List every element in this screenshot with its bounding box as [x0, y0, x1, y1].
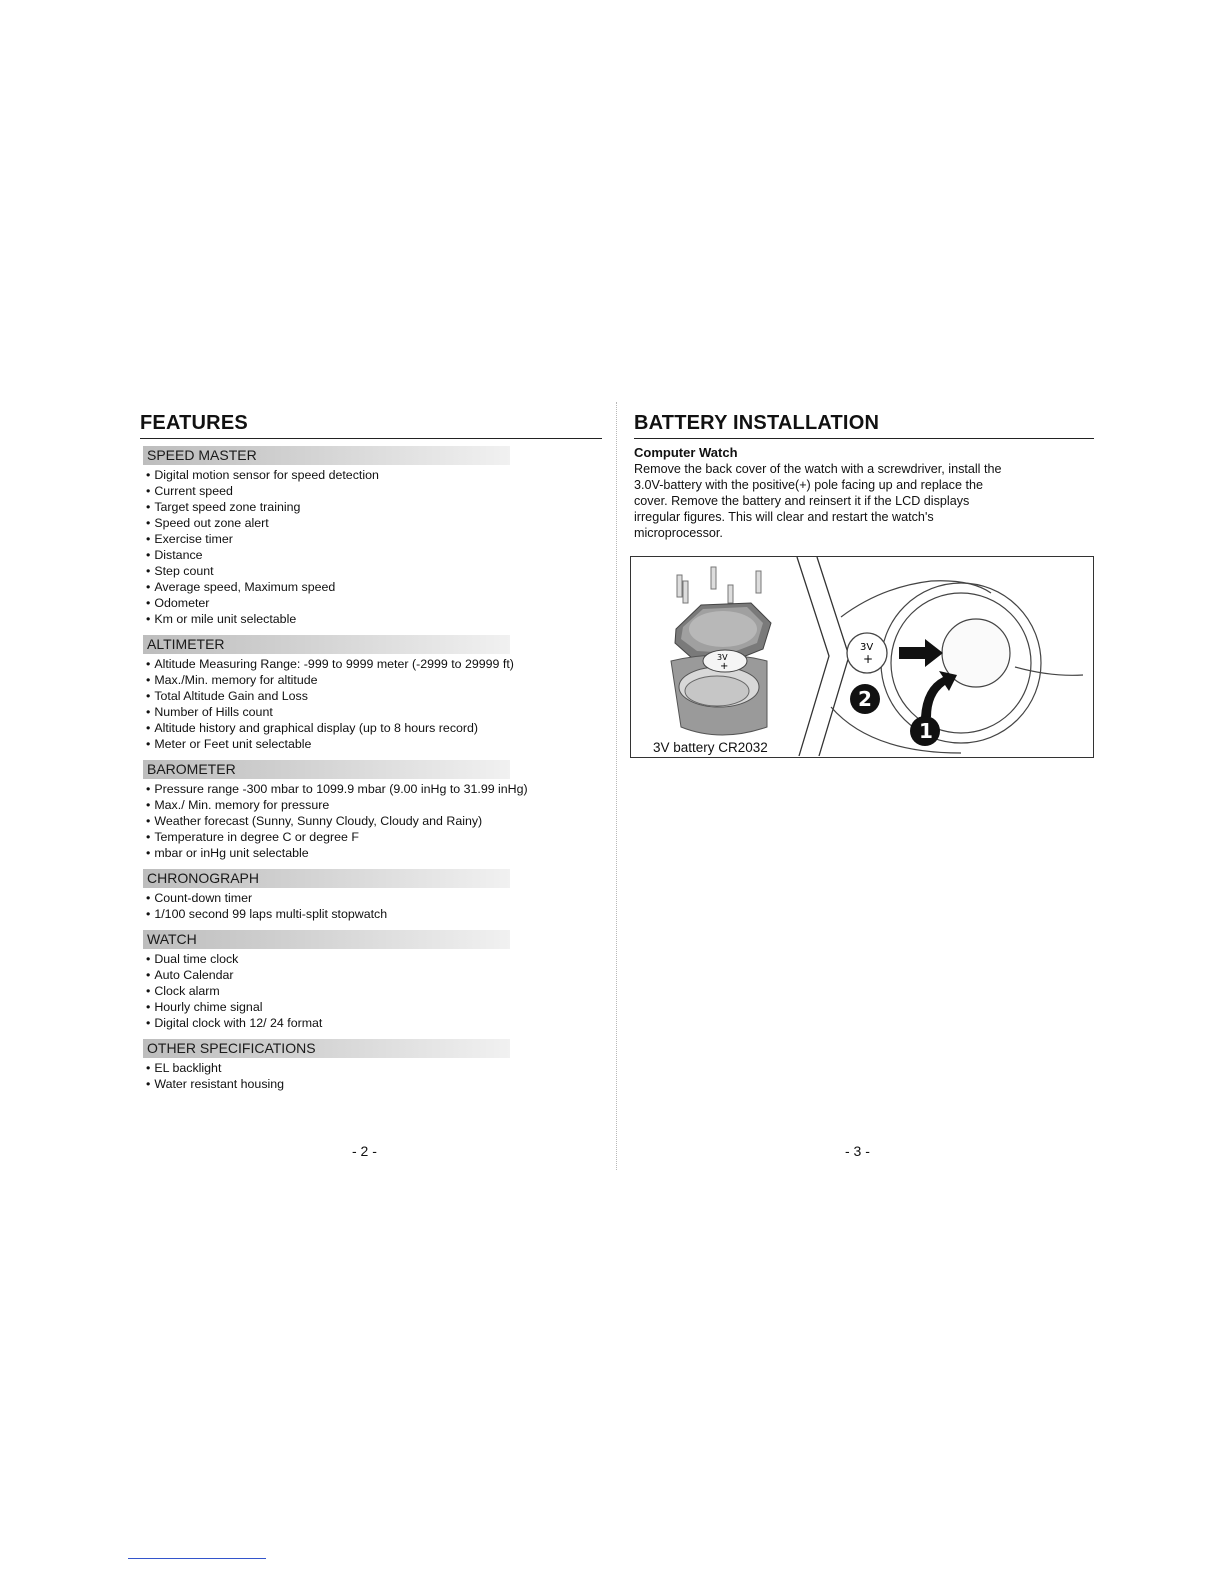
- svg-text:2: 2: [858, 687, 872, 711]
- page-divider: [616, 402, 617, 1170]
- instruction-line: 3.0V-battery with the positive(+) pole facing up and replace the: [634, 478, 983, 492]
- feature-item: • Altitude history and graphical display (up to 8 hours record): [146, 720, 602, 736]
- feature-item: • Total Altitude Gain and Loss: [146, 688, 602, 704]
- feature-item: • Max./ Min. memory for pressure: [146, 797, 602, 813]
- step-1-marker: [910, 716, 940, 746]
- feature-item: • Target speed zone training: [146, 499, 602, 515]
- footer-link-underline: [128, 1558, 266, 1559]
- feature-item: • Altitude Measuring Range: -999 to 9999 meter (-2999 to 29999 ft): [146, 656, 602, 672]
- instruction-line: microprocessor.: [634, 526, 723, 540]
- feature-section: [140, 760, 602, 861]
- features-page: [140, 412, 602, 1092]
- svg-text:1: 1: [919, 719, 933, 743]
- feature-item: • Step count: [146, 563, 602, 579]
- large-battery-sign: +: [863, 652, 874, 666]
- feature-section: [140, 446, 602, 627]
- feature-item: • Exercise timer: [146, 531, 602, 547]
- feature-item: • Km or mile unit selectable: [146, 611, 602, 627]
- computer-watch-subheading: Computer Watch: [634, 445, 738, 460]
- large-battery-icon: [847, 633, 887, 673]
- feature-list: [146, 890, 602, 922]
- section-header: WATCH: [143, 930, 510, 949]
- feature-item: • Auto Calendar: [146, 967, 602, 983]
- section-header: OTHER SPECIFICATIONS: [143, 1039, 510, 1058]
- page-number-left: - 2 -: [352, 1143, 377, 1159]
- figure-caption: 3V battery CR2032: [653, 740, 768, 755]
- feature-list: [146, 656, 602, 752]
- section-header: CHRONOGRAPH: [143, 869, 510, 888]
- feature-item: • Weather forecast (Sunny, Sunny Cloudy, Cloudy and Rainy): [146, 813, 602, 829]
- battery-instructions: [634, 461, 1094, 541]
- feature-item: • Digital motion sensor for speed detection: [146, 467, 602, 483]
- feature-list: [146, 467, 602, 627]
- feature-item: • 1/100 second 99 laps multi-split stopwatch: [146, 906, 602, 922]
- features-sections: [140, 446, 602, 1092]
- feature-item: • Meter or Feet unit selectable: [146, 736, 602, 752]
- feature-section: [140, 869, 602, 922]
- page-number-right: - 3 -: [845, 1143, 870, 1159]
- feature-item: • Digital clock with 12/ 24 format: [146, 1015, 602, 1031]
- instruction-line: Remove the back cover of the watch with a screwdriver, install the: [634, 462, 1002, 476]
- feature-item: • Temperature in degree C or degree F: [146, 829, 602, 845]
- small-battery-icon: [703, 650, 747, 672]
- feature-item: • Current speed: [146, 483, 602, 499]
- section-header: SPEED MASTER: [143, 446, 510, 465]
- step-2-marker: [850, 684, 880, 714]
- battery-illustration: [631, 557, 1092, 756]
- feature-section: [140, 1039, 602, 1092]
- battery-installation-figure: [630, 556, 1094, 758]
- instruction-line: cover. Remove the battery and reinsert it if the LCD displays: [634, 494, 970, 508]
- feature-item: • Clock alarm: [146, 983, 602, 999]
- feature-item: • Speed out zone alert: [146, 515, 602, 531]
- section-header: BAROMETER: [143, 760, 510, 779]
- battery-title: BATTERY INSTALLATION: [634, 412, 1094, 439]
- battery-page: [634, 412, 1094, 755]
- instruction-line: irregular figures. This will clear and restart the watch's: [634, 510, 934, 524]
- small-battery-label: 3V: [717, 653, 728, 662]
- feature-item: • Count-down timer: [146, 890, 602, 906]
- feature-item: • Hourly chime signal: [146, 999, 602, 1015]
- feature-item: • Distance: [146, 547, 602, 563]
- feature-list: [146, 781, 602, 861]
- feature-item: • Dual time clock: [146, 951, 602, 967]
- feature-item: • Average speed, Maximum speed: [146, 579, 602, 595]
- divider-chevron: [797, 557, 829, 756]
- feature-item: • Number of Hills count: [146, 704, 602, 720]
- feature-list: [146, 1060, 602, 1092]
- small-battery-sign: +: [720, 661, 729, 672]
- feature-list: [146, 951, 602, 1031]
- section-header: ALTIMETER: [143, 635, 510, 654]
- features-title: FEATURES: [140, 412, 602, 439]
- feature-item: • mbar or inHg unit selectable: [146, 845, 602, 861]
- feature-section: [140, 635, 602, 752]
- feature-item: • Water resistant housing: [146, 1076, 602, 1092]
- feature-item: • Pressure range -300 mbar to 1099.9 mbar (9.00 inHg to 31.99 inHg): [146, 781, 602, 797]
- feature-section: [140, 930, 602, 1031]
- screws-icon: [677, 567, 761, 603]
- feature-item: • Max./Min. memory for altitude: [146, 672, 602, 688]
- large-battery-label: 3V: [860, 642, 874, 653]
- feature-item: • EL backlight: [146, 1060, 602, 1076]
- feature-item: • Odometer: [146, 595, 602, 611]
